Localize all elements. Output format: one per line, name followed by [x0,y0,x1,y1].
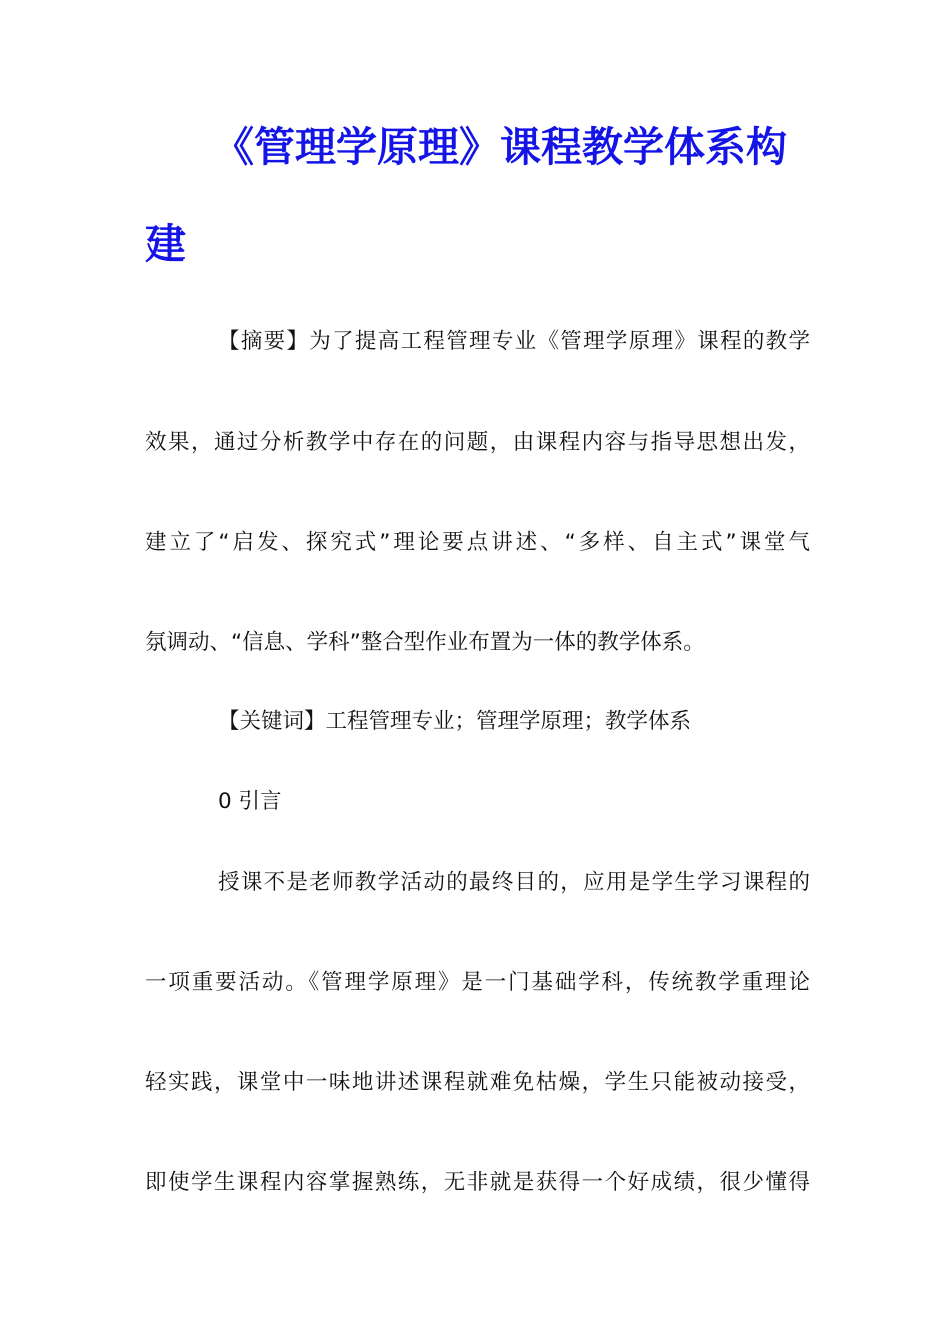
section-heading: 0 引言 [218,789,282,814]
body-line-4: 即使学生课程内容掌握熟练，无非就是获得一个好成绩，很少懂得 [145,1170,810,1195]
body-line-2: 一项重要活动。《管理学原理》是一门基础学科，传统教学重理论 [145,970,810,995]
keywords-line: 【关键词】工程管理专业；管理学原理；教学体系 [218,709,692,734]
document-title-line-2: 建 [145,220,186,268]
abstract-line-4: 氛调动、“信息、学科”整合型作业布置为一体的教学体系。 [145,630,705,655]
abstract-line-1: 【摘要】为了提高工程管理专业《管理学原理》课程的教学 [218,329,810,354]
body-line-3: 轻实践，课堂中一味地讲述课程就难免枯燥，学生只能被动接受， [145,1070,810,1095]
abstract-line-2: 效果，通过分析教学中存在的问题，由课程内容与指导思想出发， [145,430,810,455]
abstract-line-3: 建立了“启发、探究式”理论要点讲述、“多样、自主式”课堂气 [145,530,810,555]
document-title-line-1: 《管理学原理》课程教学体系构 [213,123,787,171]
body-line-1: 授课不是老师教学活动的最终目的，应用是学生学习课程的 [218,870,810,895]
